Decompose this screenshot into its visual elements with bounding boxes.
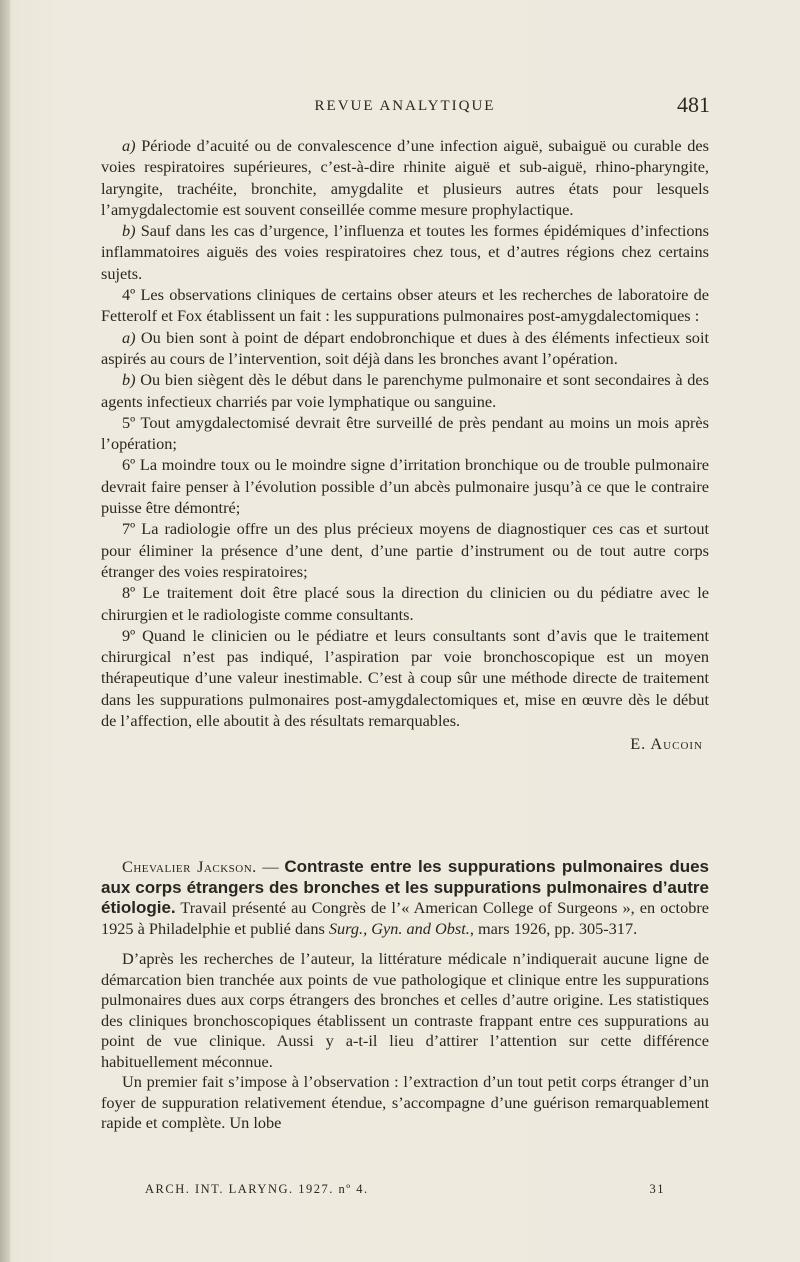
review-title: Contraste entre les suppurations pulmonaires dues aux corps étrangers des bronches et les suppurations pulmonaires d’autre étiologie.	[101, 857, 710, 917]
review-heading: Chevalier Jackson. — Contraste entre les suppurations pulmonaires dues aux corps étrangers des bronches et les suppurations pulmonaires d’autre étiologie. Travail présenté au Congrès de l’« American College of Surgeons », en octobre 1925 à Philadelphie et publié dans Surg., Gyn. and Obst., mars 1926, pp. 305-317.	[101, 857, 710, 938]
review-author: Chevalier Jackson.	[122, 857, 257, 876]
journal-name: Surg., Gyn. and Obst.	[328, 918, 470, 938]
paragraph: a) Ou bien sont à point de départ endobronchique et dues à des éléments infectieux soit aspirés au cours de l’intervention, soit déjà dans les bronches avant l’opération.	[101, 327, 709, 368]
binding-edge	[0, 0, 10, 1262]
paragraph: b) Sauf dans les cas d’urgence, l’influenza et toutes les formes épidémiques d’infections inflammatoires aiguës des voies respiratoires chez tous, et d’autres régions chez certains sujets.	[101, 221, 709, 283]
paragraph: D’après les recherches de l’auteur, la littérature médicale n’indiquerait aucune ligne de démarcation bien tranchée aux points de vue pathologique et clinique entre les suppurations pulmonaires dues aux corps étrangers des bronches et celles d’autre origine. Les statistiques des cliniques bronchoscopiques établissent un contraste frappant entre ces suppurations au point de vue clinique. Aussi y a-t-il lieu d’attirer l’attention sur cette différence habituellement méconnue.	[101, 949, 709, 1071]
paragraph: 5º Tout amygdalectomisé devrait être surveillé de près pendant au moins un mois après l’opération;	[101, 412, 709, 454]
page-footer	[145, 1182, 665, 1202]
article-continuation	[101, 135, 709, 755]
review-entry	[101, 857, 709, 1134]
paragraph: b) Ou bien siègent dès le début dans le parenchyme pulmonaire et sont secondaires à des agents infectieux charriés par voie lymphatique ou sanguine.	[101, 370, 709, 411]
journal-footer: ARCH. INT. LARYNG. 1927. nº 4.	[145, 1182, 369, 1196]
author-signature: E. Aucoin	[630, 734, 703, 754]
paragraph: Un premier fait s’impose à l’observation : l’extraction d’un tout petit corps étranger d’un foyer de suppuration relativement étendue, s’accompagne d’une guérison remarquablement rapide et complète. Un lobe	[101, 1072, 709, 1132]
paragraph: 9º Quand le clinicien ou le pédiatre et leurs consultants sont d’avis que le traitement chirurgical n’est pas indiqué, l’aspiration par voie bronchoscopique est un moyen thérapeutique d’une valeur inestimable. C’est à coup sûr une méthode directe de traitement dans les suppurations pulmonaires post-amygdalectomiques et, mise en œuvre dès le début de l’affection, elle aboutit à des résultats remarquables.	[101, 625, 709, 731]
citation: Travail présenté au Congrès de l’« American College of Surgeons », en octobre 1925 à Philadelphie et publié dans	[101, 898, 709, 938]
page-number: 481	[677, 92, 710, 117]
paragraph: a) Période d’acuité ou de convalescence d’une infection aiguë, subaiguë ou curable des voies respiratoires supérieures, c’est-à-dire rhinite aiguë et sub-aiguë, rhino-pharyngite, laryngite, trachéite, bronchite, amygdalite et plusieurs autres états pour lesquels l’amygdalectomie est souvent conseillée comme mesure prophylactique.	[101, 136, 709, 219]
page-header	[100, 92, 710, 122]
paragraph: 8º Le traitement doit être placé sous la direction du clinicien ou du pédiatre avec le chirurgien et le radiologiste comme consultants.	[101, 583, 709, 624]
signature-mark: 31	[649, 1182, 665, 1196]
paragraph: 4º Les observations cliniques de certains obser ateurs et les recherches de laboratoire de Fetterolf et Fox établissent un fait : les suppurations pulmonaires post-amygdalectomiques :	[101, 285, 709, 326]
paragraph: 6º La moindre toux ou le moindre signe d’irritation bronchique ou de trouble pulmonaire devrait faire penser à l’évolution possible d’un abcès pulmonaire jusqu’à ce que le contraire puisse être démontré;	[101, 455, 709, 518]
paragraph: 7º La radiologie offre un des plus précieux moyens de diagnostiquer ces cas et surtout pour éliminer la présence d’une dent, d’une partie d’instrument ou de tout autre corps étranger des voies respiratoires;	[101, 519, 709, 581]
running-title: REVUE ANALYTIQUE	[314, 98, 496, 114]
